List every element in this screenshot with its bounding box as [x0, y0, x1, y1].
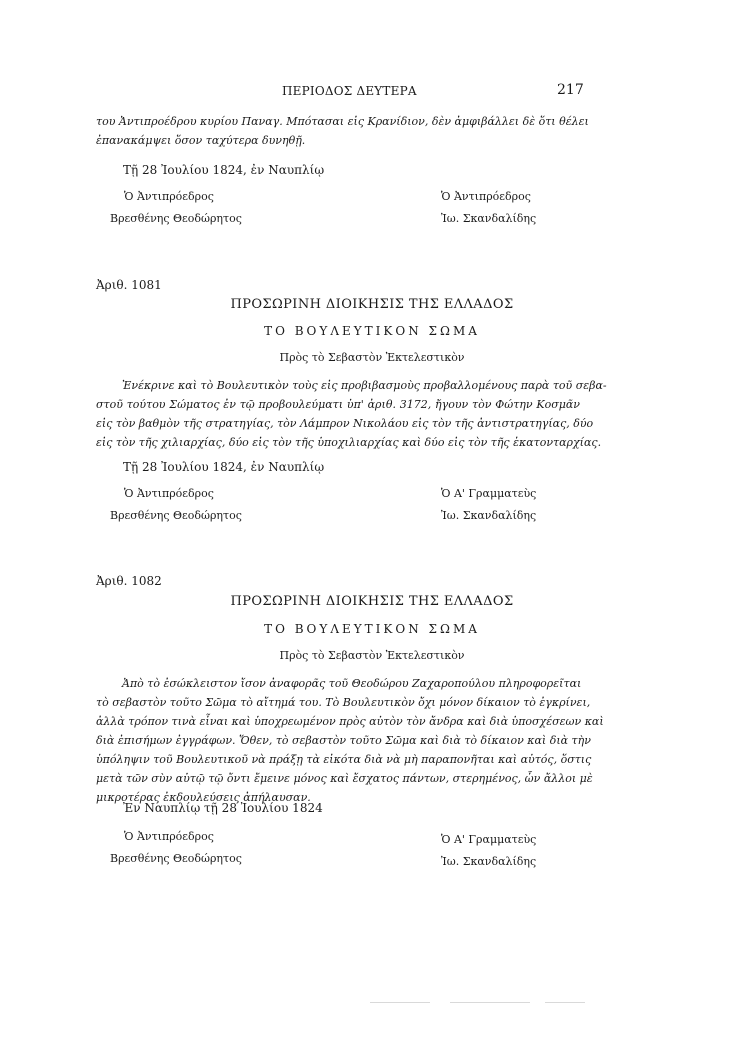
doc1-signature-left — [110, 483, 242, 527]
doc2-line-1: Ἀπὸ τὸ ἐσώκλειστον ἴσον ἀναφορᾶς τοῦ Θεοδώρου Ζαχαροπούλου πληροφορεῖται — [122, 677, 582, 690]
doc1-line-2: στοῦ τούτου Σώματος ἐν τῷ προβουλεύματι ὑπ' ἀριθ. 3172, ἤγουν τὸν Φώτην Κοσμᾶν — [96, 398, 580, 411]
doc1-line-1: Ἐνέκρινε καὶ τὸ Βουλευτικὸν τοὺς εἰς προβιβασμοὺς προβαλλομένους παρὰ τοῦ σεβα- — [122, 379, 607, 392]
intro-sig-left-role: Ὁ Ἀντιπρόεδρος — [124, 190, 214, 203]
doc2-line-5: ὑπόληψιν τοῦ Βουλευτικοῦ νὰ πράξῃ τὰ εἰκότα διὰ νὰ μὴ παραπονῆται καὶ αὐτός, ὅστις — [96, 753, 592, 766]
running-title: ΠΕΡΙΟΔΟΣ ΔΕΥΤΕΡΑ — [282, 84, 417, 98]
doc2-line-6: μετὰ τῶν σὺν αὐτῷ τῷ ὄντι ἔμεινε μόνος καὶ ἔσχατος πάντων, στερημένος, ὧν ἄλλοι μὲ — [96, 772, 593, 785]
doc2-sig-right-role: Ὁ Α' Γραμματεὺς — [441, 833, 537, 846]
doc2-date: Ἐν Ναυπλίῳ τῇ 28 Ἰουλίου 1824 — [123, 801, 323, 815]
running-head — [0, 84, 744, 104]
page-number: 217 — [557, 82, 584, 98]
intro-line-1: του Ἀντιπροέδρου κυρίου Παναγ. Μπότασαι εἰς Κρανίδιον, δὲν ἀμφιβάλλει δὲ ὅτι θέλει — [96, 115, 589, 128]
doc2-line-3: ἀλλὰ τρόπον τινὰ εἶναι καὶ ὑποχρεωμένον πρὸς αὐτὸν τὸν ἄνδρα καὶ διὰ ὑποσχέσεων καὶ — [96, 715, 604, 728]
scan-artifact — [450, 1002, 530, 1003]
intro-paragraph — [96, 112, 589, 150]
doc1-paragraph — [96, 376, 607, 452]
intro-sig-right-role: Ὁ Ἀντιπρόεδρος — [441, 190, 531, 203]
doc2-line-4: διὰ ἐπισήμων ἐγγράφων. Ὅθεν, τὸ σεβαστὸν τοῦτο Σῶμα καὶ διὰ τὸ δίκαιον καὶ διὰ τὴν — [96, 734, 591, 747]
doc1-government-heading: ΠΡΟΣΩΡΙΝΗ ΔΙΟΙΚΗΣΙΣ ΤΗΣ ΕΛΛΑΔΟΣ — [230, 297, 514, 312]
doc1-line-4: εἰς τὸν τῆς χιλιαρχίας, δύο εἰς τὸν τῆς ὑποχιλιαρχίας καὶ δύο εἰς τὸν τῆς ἑκατονταρχίας. — [96, 436, 602, 449]
scan-artifact — [370, 1002, 430, 1003]
doc2-number: Ἀριθ. 1082 — [96, 574, 162, 588]
intro-sig-left-name: Βρεσθένης Θεοδώρητος — [110, 212, 242, 225]
doc2-sig-left-name: Βρεσθένης Θεοδώρητος — [110, 852, 242, 865]
doc1-number: Ἀριθ. 1081 — [96, 278, 162, 292]
doc1-body-heading: ΤΟ ΒΟΥΛΕΥΤΙΚΟΝ ΣΩΜΑ — [264, 324, 480, 338]
intro-sig-right-name: Ἰω. Σκανδαλίδης — [441, 212, 537, 225]
doc2-addressee: Πρὸς τὸ Σεβαστὸν Ἐκτελεστικὸν — [279, 649, 465, 662]
doc2-line-2: τὸ σεβαστὸν τοῦτο Σῶμα τὸ αἴτημά του. Τὸ Βουλευτικὸν ὄχι μόνον δίκαιον τὸ ἐγκρίνει, — [96, 696, 591, 709]
doc1-date: Τῇ 28 Ἰουλίου 1824, ἐν Ναυπλίῳ — [123, 460, 325, 474]
doc1-sig-left-name: Βρεσθένης Θεοδώρητος — [110, 509, 242, 522]
intro-signature-left — [110, 186, 242, 230]
doc2-body-heading: ΤΟ ΒΟΥΛΕΥΤΙΚΟΝ ΣΩΜΑ — [264, 622, 480, 636]
doc2-government-heading: ΠΡΟΣΩΡΙΝΗ ΔΙΟΙΚΗΣΙΣ ΤΗΣ ΕΛΛΑΔΟΣ — [230, 594, 514, 609]
doc1-line-3: εἰς τὸν βαθμὸν τῆς στρατηγίας, τὸν Λάμπρον Νικολάου εἰς τὸν τῆς ἀντιστρατηγίας, δύο — [96, 417, 594, 430]
doc2-signature-left — [110, 826, 242, 870]
doc1-sig-left-role: Ὁ Ἀντιπρόεδρος — [124, 487, 214, 500]
doc2-sig-right-name: Ἰω. Σκανδαλίδης — [441, 855, 537, 868]
intro-signature-right — [441, 186, 536, 230]
doc2-line-7: μικροτέρας ἐκδουλεύσεις ἀπήλαυσαν. — [96, 791, 311, 804]
doc1-signature-right — [441, 483, 536, 527]
scan-artifact — [545, 1002, 585, 1003]
intro-date: Τῇ 28 Ἰουλίου 1824, ἐν Ναυπλίῳ — [123, 163, 325, 177]
doc2-paragraph — [96, 674, 604, 807]
intro-line-2: ἐπανακάμψει ὅσον ταχύτερα δυνηθῇ. — [96, 134, 306, 147]
doc1-addressee: Πρὸς τὸ Σεβαστὸν Ἐκτελεστικὸν — [279, 351, 465, 364]
doc1-sig-right-name: Ἰω. Σκανδαλίδης — [441, 509, 537, 522]
doc1-sig-right-role: Ὁ Α' Γραμματεὺς — [441, 487, 537, 500]
doc2-sig-left-role: Ὁ Ἀντιπρόεδρος — [124, 830, 214, 843]
doc2-signature-right — [441, 829, 536, 873]
